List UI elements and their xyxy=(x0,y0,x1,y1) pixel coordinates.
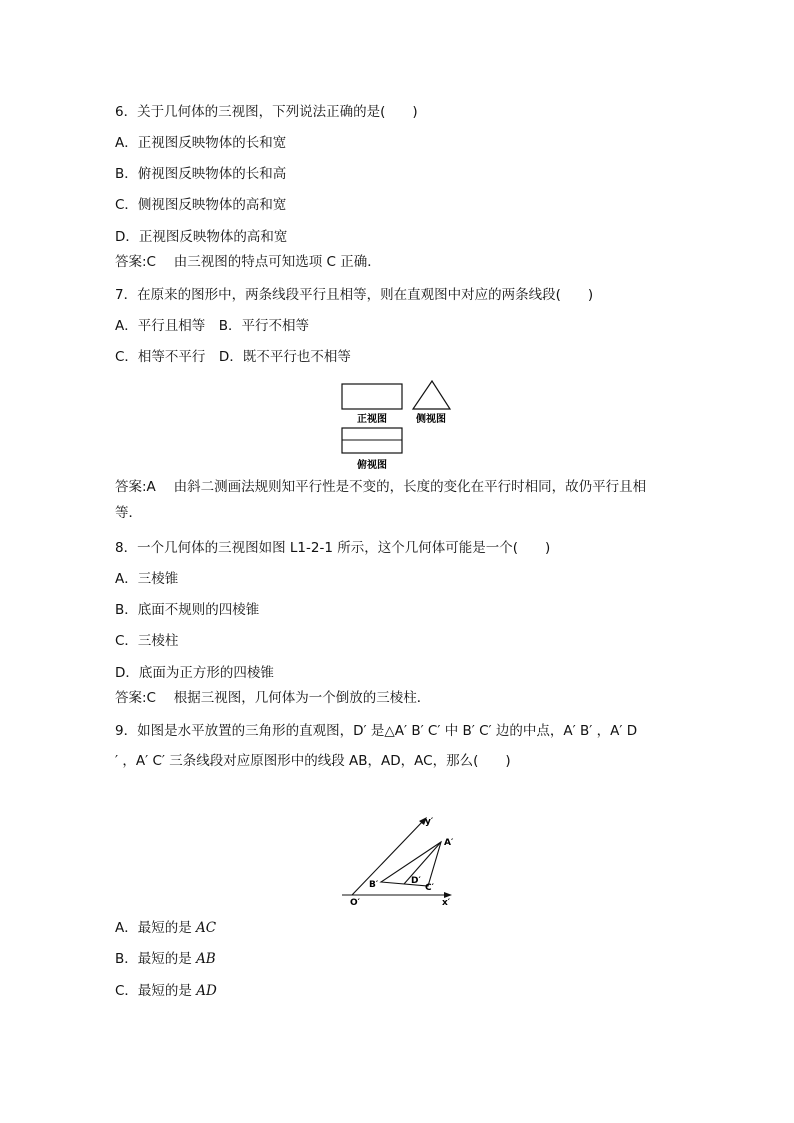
q8-option-a: A．三棱锥 xyxy=(115,571,179,587)
three-view-drawing xyxy=(335,378,460,473)
q9-option-c-prefix: C．最短的是 xyxy=(115,983,197,999)
q9-option-a-segment: AC xyxy=(196,920,217,936)
front-view-label: 正视图 xyxy=(357,414,387,425)
point-d-label: D′ xyxy=(411,876,421,886)
q8-option-b: B．底面不规则的四棱锥 xyxy=(115,602,260,618)
q6-answer: 答案:C 由三视图的特点可知选项 C 正确． xyxy=(115,254,381,270)
q6-option-c: C．侧视图反映物体的高和宽 xyxy=(115,197,287,213)
q9-option-c xyxy=(115,982,217,1000)
q7-stem: 7．在原来的图形中，两条线段平行且相等，则在直观图中对应的两条线段( ) xyxy=(115,287,594,303)
q8-answer: 答案:C 根据三视图，几何体为一个倒放的三棱柱． xyxy=(115,690,431,706)
y-axis-label: y′ xyxy=(425,817,434,827)
q7-options-line2: C．相等不平行 D．既不平行也不相等 xyxy=(115,349,351,365)
three-view-figure xyxy=(335,378,460,473)
q9-option-b xyxy=(115,950,216,968)
q7-options-line1: A．平行且相等 B．平行不相等 xyxy=(115,318,309,334)
point-b-label: B′ xyxy=(369,880,379,890)
q6-option-b: B．俯视图反映物体的长和高 xyxy=(115,166,287,182)
front-view-rect xyxy=(342,384,402,409)
q7-answer-line1: 答案:A 由斜二测画法规则知平行性是不变的，长度的变化在平行时相同，故仍平行且相 xyxy=(115,479,647,495)
q8-option-d: D．底面为正方形的四棱锥 xyxy=(115,665,274,681)
q9-stem-line2: ′ ，A′ C′ 三条线段对应原图形中的线段 AB，AD，AC，那么( ) xyxy=(115,753,511,769)
oblique-axis-figure xyxy=(338,812,463,907)
q6-option-a: A．正视图反映物体的长和宽 xyxy=(115,135,287,151)
q7-answer-line2: 等． xyxy=(115,505,142,521)
q6-stem: 6．关于几何体的三视图，下列说法正确的是( ) xyxy=(115,104,418,120)
q9-option-a xyxy=(115,919,216,937)
side-view-triangle xyxy=(413,381,450,409)
oblique-axis-drawing xyxy=(338,812,463,907)
point-c-label: C′ xyxy=(425,883,434,893)
q9-option-b-prefix: B．最短的是 xyxy=(115,951,197,967)
q8-stem: 8．一个几何体的三视图如图 L1-2-1 所示，这个几何体可能是一个( ) xyxy=(115,540,551,556)
point-a-label: A′ xyxy=(444,838,454,848)
q9-option-a-prefix: A．最短的是 xyxy=(115,920,197,936)
side-view-label: 侧视图 xyxy=(416,414,446,425)
q9-stem-line1: 9．如图是水平放置的三角形的直观图，D′ 是△A′ B′ C′ 中 B′ C′ 边的中点，A′ B′ ，A′ D xyxy=(115,723,638,739)
q6-option-d: D．正视图反映物体的高和宽 xyxy=(115,229,288,245)
x-axis-label: x′ xyxy=(442,898,451,907)
origin-label: O′ xyxy=(350,898,361,907)
q9-option-c-segment: AD xyxy=(196,983,217,999)
q8-option-c: C．三棱柱 xyxy=(115,633,179,649)
top-view-label: 俯视图 xyxy=(357,460,387,471)
q9-option-b-segment: AB xyxy=(196,951,216,967)
